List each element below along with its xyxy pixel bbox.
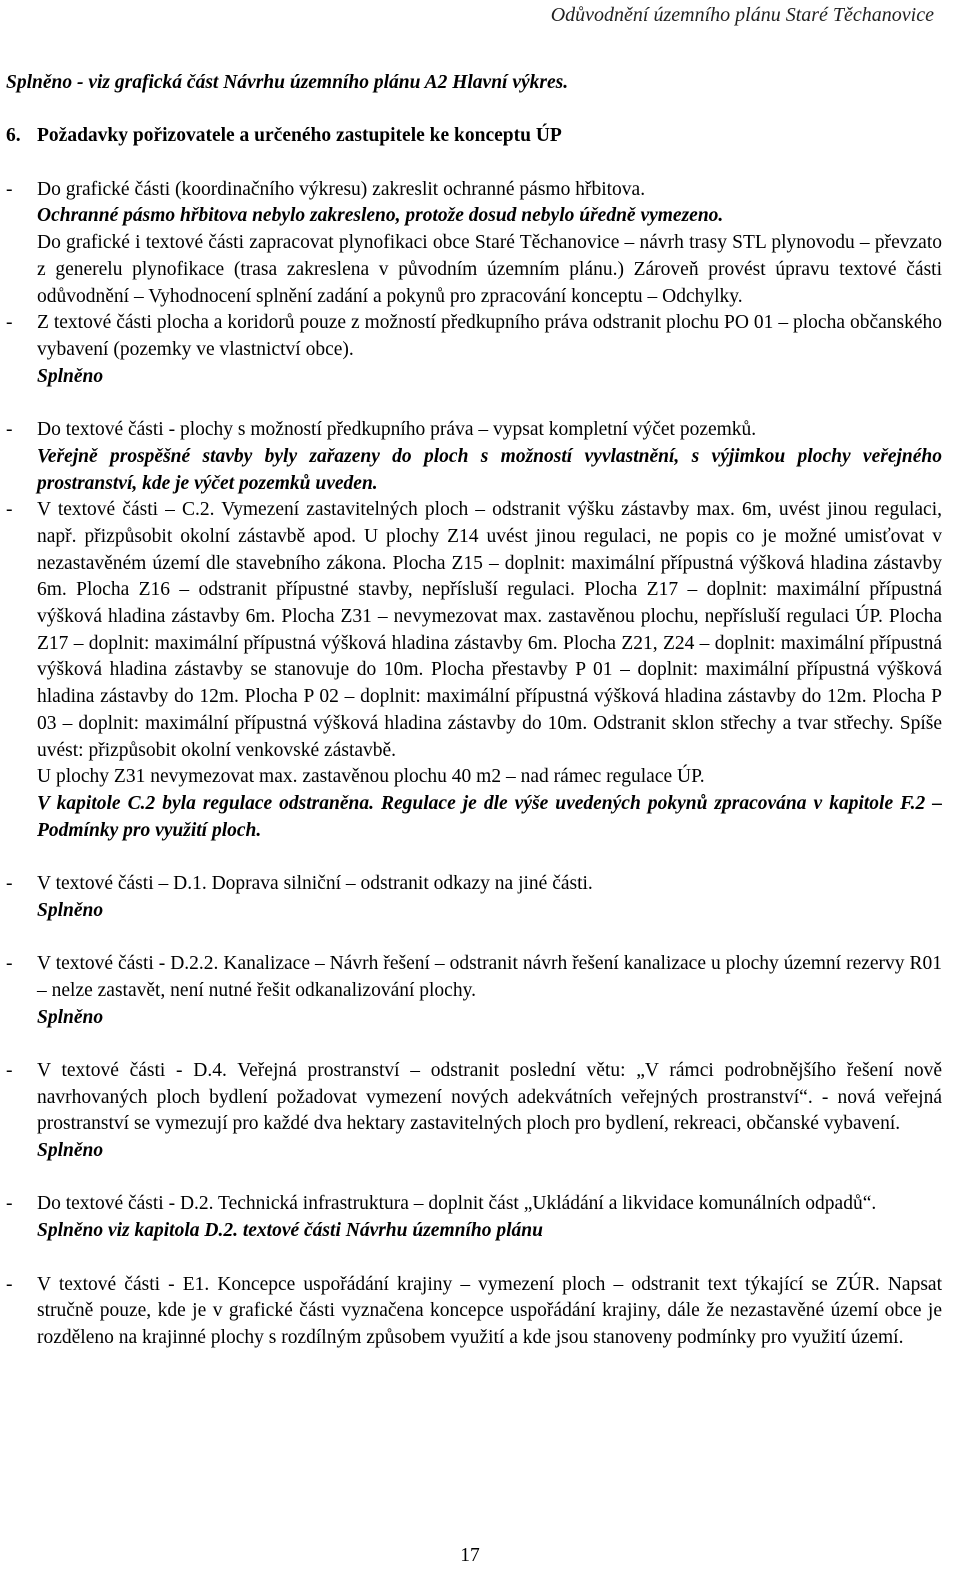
list-item bbox=[6, 1058, 942, 1165]
section-heading bbox=[6, 123, 942, 150]
item-extra: U plochy Z31 nevymezovat max. zastavěnou plochu 40 m2 – nad rámec regulace ÚP. bbox=[37, 766, 705, 788]
item-text: Do grafické části (koordinačního výkresu) zakreslit ochranné pásmo hřbitova. bbox=[37, 178, 646, 200]
intro-fulfilled: Splněno - viz grafická část Návrhu územního plánu A2 Hlavní výkres. bbox=[6, 72, 569, 93]
item-text: V textové části – D.1. Doprava silniční – odstranit odkazy na jiné části. bbox=[37, 873, 593, 895]
item-continuation: Do grafické i textové části zapracovat plynofikaci obce Staré Těchanovice – návrh trasy STL plynovodu – převzato z generelu plynofikace (trasa zakreslena v původním územním plánu.) Zároveň provést úpravu textové části odůvodnění – Vyhodnocení splnění zadání a pokynů pro zpracování konceptu – Odchylky. bbox=[37, 232, 942, 307]
list-dash: - bbox=[6, 953, 13, 975]
item-text: V textové části – C.2. Vymezení zastavitelných ploch – odstranit výšku zástavby max. 6m, uvést jinou regulaci, např. přizpůsobit okolní zástavbě apod. U plochy Z14 uvést jinou regulaci, ne popis co je možné umisťovat v nezastavěném území dle stavebního zákona. Plocha Z15 – doplnit: maximální přípustná výšková hladina zástavby 6m. Plocha Z16 – odstranit přípustné stavby, nepřísluší regulaci. Plocha Z17 – doplnit: maximální přípustná výšková hladina zástavby 6m. Plocha Z31 – nevymezovat max. zastavěnou plochu, nepřísluší regulaci ÚP. Plocha Z17 – doplnit: maximální přípustná výšková hladina zástavby 6m. Plocha Z21, Z24 – doplnit: maximální přípustná výšková hladina zástavby se stanovuje do 10m. Plocha přestavby P 01 – doplnit: maximální přípustná výšková hladina zástavby do 12m. Plocha P 02 – doplnit: maximální přípustná výšková hladina zástavby do 12m. Plocha P 03 – doplnit: maximální přípustná výšková hladina zástavby do 10m. Odstranit sklon střechy a tvar střechy. Spíše uvést: přizpůsobit okolní venkovské zástavbě. bbox=[37, 499, 942, 761]
list-item bbox=[6, 1272, 942, 1352]
page-number: 17 bbox=[460, 1545, 480, 1566]
item-text: V textové části - E1. Koncepce uspořádání krajiny – vymezení ploch – odstranit text týkající se ZÚR. Napsat stručně pouze, kde je v grafické části vyznačena koncepce uspořádání krajiny, dále že nezastavěné území obce je rozděleno na krajinné plochy s rozdílným způsobem využití a kde jsou stanoveny podmínky pro využití území. bbox=[37, 1273, 942, 1348]
item-text: Do textové části - D.2. Technická infrastruktura – doplnit část „Ukládání a likvidace komunálních odpadů“. bbox=[37, 1193, 877, 1215]
item-response: V kapitole C.2 byla regulace odstraněna. Regulace je dle výše uvedených pokynů zpracována v kapitole F.2 – Podmínky pro využití ploch. bbox=[37, 792, 942, 841]
list-dash: - bbox=[6, 499, 13, 521]
list-item bbox=[6, 310, 942, 390]
item-response: Splněno viz kapitola D.2. textové části Návrhu územního plánu bbox=[37, 1220, 543, 1242]
list-dash: - bbox=[6, 419, 13, 441]
list-item bbox=[6, 871, 942, 924]
list-dash: - bbox=[6, 1273, 13, 1295]
document-body bbox=[6, 70, 942, 1352]
list-item bbox=[6, 177, 942, 311]
item-response: Splněno bbox=[37, 899, 104, 921]
list-item bbox=[6, 417, 942, 497]
item-text: V textové části - D.2.2. Kanalizace – Návrh řešení – odstranit návrh řešení kanalizace u plochy územní rezervy R01 – nelze zastavět, není nutné řešit odkanalizování plochy. bbox=[37, 953, 942, 1001]
list-dash: - bbox=[6, 1193, 13, 1215]
list-dash: - bbox=[6, 873, 13, 895]
page-header: Odůvodnění územního plánu Staré Těchanovice bbox=[550, 4, 934, 26]
item-response: Ochranné pásmo hřbitova nebylo zakresleno, protože dosud nebylo úředně vymezeno. bbox=[37, 205, 724, 227]
item-response: Splněno bbox=[37, 365, 104, 387]
item-response: Veřejně prospěšné stavby byly zařazeny do ploch s možností vyvlastnění, s výjimkou plochy veřejného prostranství, kde je výčet pozemků uveden. bbox=[37, 445, 942, 494]
list-item bbox=[6, 951, 942, 1031]
list-item bbox=[6, 1191, 942, 1244]
list-item bbox=[6, 497, 942, 844]
item-text: V textové části - D.4. Veřejná prostranství – odstranit poslední větu: „V rámci podrobnějšího řešení nově navrhovaných ploch bydlení požadovat vymezení nových adekvátních veřejných prostranství“. - nová veřejná prostranství se vymezují pro každé dva hektary zastavitelných ploch pro bydlení, rekreaci, občanské vybavení. bbox=[37, 1059, 942, 1135]
section-title: Požadavky pořizovatele a určeného zastupitele ke konceptu ÚP bbox=[37, 125, 562, 147]
item-text: Z textové části plocha a koridorů pouze z možností předkupního práva odstranit plochu PO 01 – plocha občanského vybavení (pozemky ve vlastnictví obce). bbox=[37, 312, 942, 360]
section-number: 6. bbox=[6, 125, 21, 147]
item-response: Splněno bbox=[37, 1006, 104, 1028]
list-dash: - bbox=[6, 312, 13, 334]
item-response: Splněno bbox=[37, 1140, 104, 1162]
list-dash: - bbox=[6, 178, 13, 200]
item-text: Do textové části - plochy s možností předkupního práva – vypsat kompletní výčet pozemků. bbox=[37, 419, 757, 441]
list-dash: - bbox=[6, 1059, 13, 1081]
